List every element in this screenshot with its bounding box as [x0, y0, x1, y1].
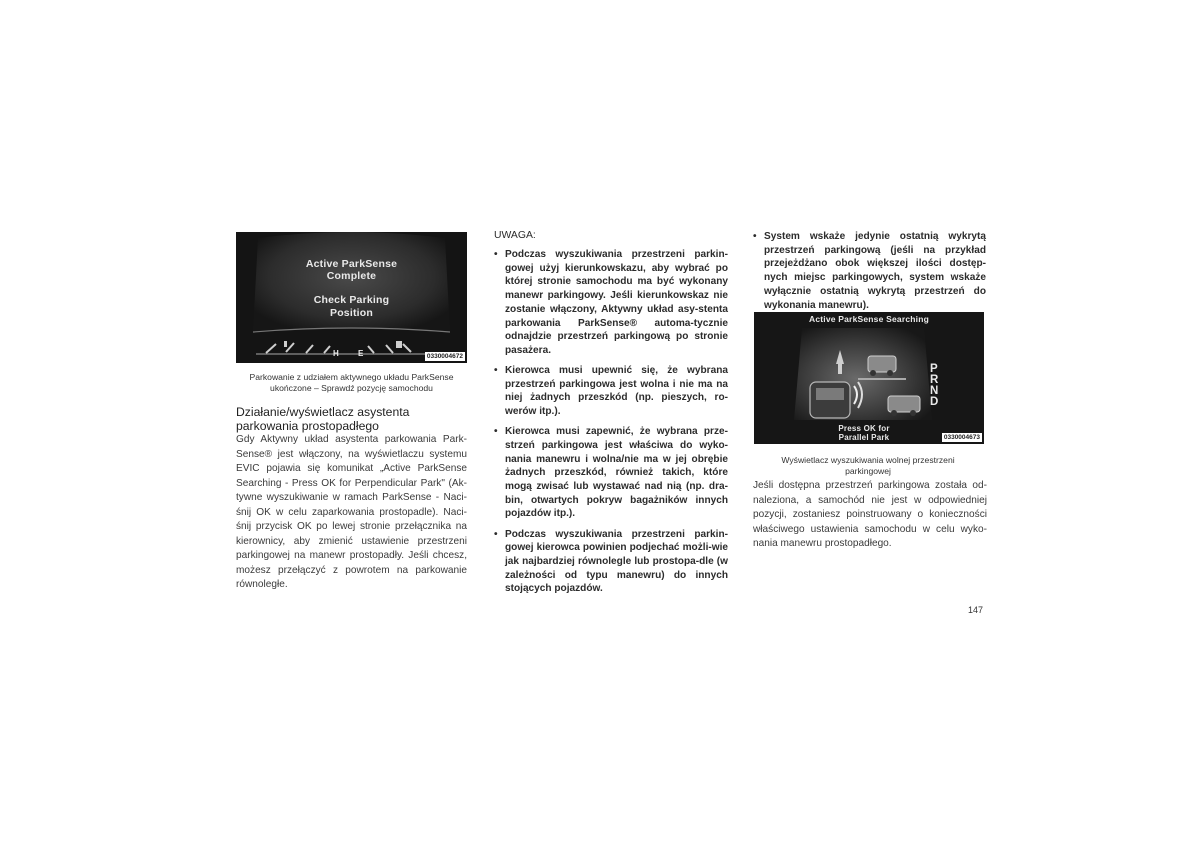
figure-code: 0330004672 — [426, 353, 463, 360]
section-paragraph: Gdy Aktywny układ asystenta parkowania Park-Sense® jest włączony, na wyświetlaczu systemu EVIC pojawia się komunikat „Active ParkSense Searching - Press OK for Perpendicular Park" (Ak-tywne wyszukiwanie w ramach ParkSense - Naci-śnij OK w celu zaparkowania prostopadle). Naci-śnij przycisk OK po lewej stronie przełącznika na kierownicy, aby zmienić ustawienie przestrzeni parkingowej na manewr prostopadły. Jeśli chcesz, możesz przełączyć z powrotem na parkowanie równoległe. — [236, 434, 467, 590]
list-item: • Kierowca musi zapewnić, że wybrana prze-strzeń parkingowa jest właściwa do wyko-nania manewru i wolna/nie ma w jej obrębie żadnych przeszkód, również takich, które mogą zwisać lub wystawać nad nią (np. dra-bin, otwartych pokryw bagażników innych pojazdów itp.). — [494, 425, 728, 521]
screen-line-4: Position — [329, 307, 373, 319]
list-item: • System wskaże jedynie ostatnią wykrytą przestrzeń parkingową (jeśli na przykład przejeżdżano obok większej ilości dostęp-nych miejsc parkingowych, system wskaże wyłącznie ostatnią wykrytą przestrzeń do wykonania manewru). — [753, 230, 986, 312]
note-bullet-list — [494, 248, 728, 602]
gear-n: N — [930, 385, 939, 397]
col3-paragraph: Jeśli dostępna przestrzeń parkingowa została od-naleziona, a samochód nie jest w odpowiedniej pozycji, zostaniesz poinstruowany o konieczności właściwego ustawienia samochodu w celu wyko-nania manewru prostopadłego. — [753, 480, 987, 549]
gauge-h-letter: H — [333, 349, 339, 358]
screen-line-2: Complete — [326, 270, 377, 282]
gear-d: D — [930, 396, 939, 408]
list-item: • Podczas wyszukiwania przestrzeni parkin-gowej kierowca powinien podjechać możli-wie jak najbardziej równolegle lub prostopa-dle (w zależności od typu manewru) do innych stojących pojazdów. — [494, 528, 728, 597]
figure-code: 0330004673 — [943, 434, 980, 441]
gauge-e-letter: E — [358, 349, 364, 358]
gear-r: R — [930, 374, 939, 386]
parksense-searching-figure — [754, 312, 984, 444]
parksense-complete-figure — [236, 232, 467, 363]
list-item: • Kierowca musi upewnić się, że wybrana przestrzeń parkingowa jest wolna i nie ma na niej żadnych przeszkód (np. pieszych, ro-werów itp.). — [494, 364, 728, 419]
section-heading: Działanie/wyświetlacz asystenta parkowania prostopadłego — [236, 405, 410, 433]
figure2-caption: Wyświetlacz wyszukiwania wolnej przestrzeni parkingowej — [781, 455, 955, 476]
note-title: UWAGA: — [494, 230, 536, 241]
search-bottom-line-2: Parallel Park — [838, 433, 890, 442]
search-bottom-line-1: Press OK for — [838, 424, 890, 433]
search-top-text: Active ParkSense Searching — [808, 314, 929, 324]
screen-line-1: Active ParkSense — [305, 258, 398, 270]
figure1-caption: Parkowanie z udziałem aktywnego układu ParkSense ukończone – Sprawdź pozycję samochodu — [249, 372, 454, 393]
col3-bullet-list — [753, 230, 986, 319]
page-number: 147 — [968, 605, 984, 615]
screen-line-3: Check Parking — [313, 294, 390, 306]
list-item: • Podczas wyszukiwania przestrzeni parkin-gowej użyj kierunkowskazu, aby wybrać po której stronie samochodu ma być wykonany manewr parkingowy. Jeśli kierunkowskaz nie zostanie włączony, Aktywny układ asy-stenta parkowania ParkSense® automa-tycznie odnajdzie przestrzeń parkingową po stronie pasażera. — [494, 248, 728, 358]
gear-p: P — [930, 363, 938, 375]
